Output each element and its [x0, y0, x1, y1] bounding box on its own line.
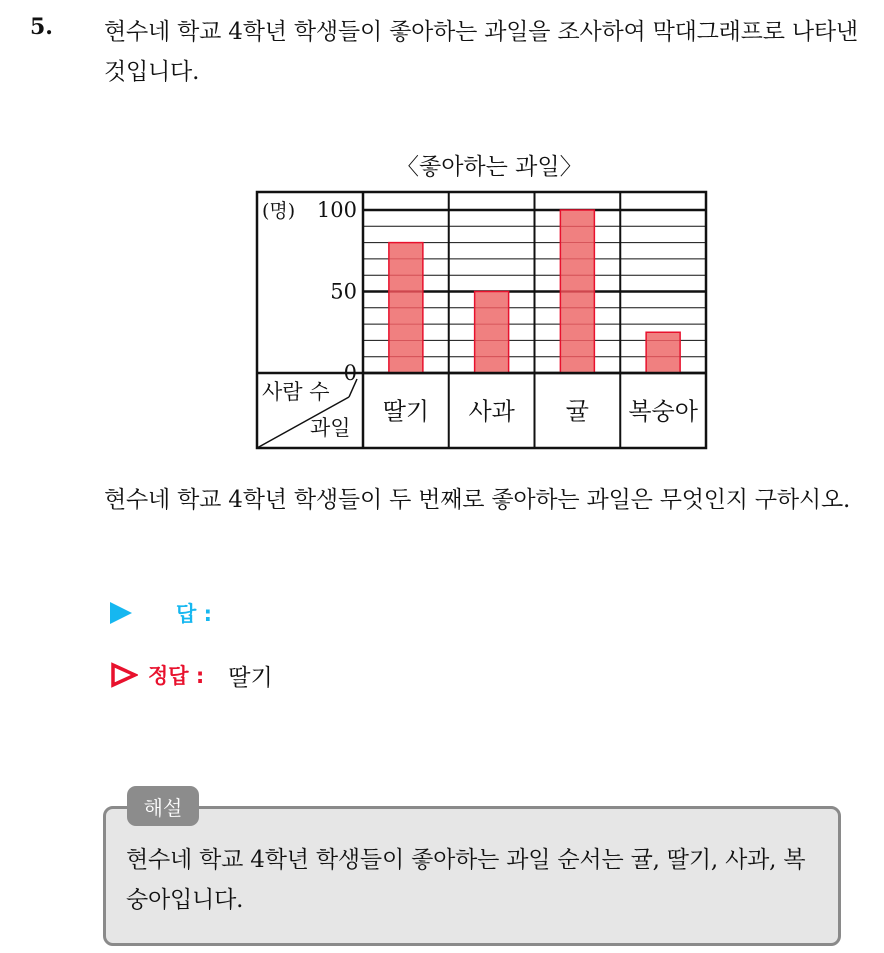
category-label: 복숭아 [628, 397, 698, 426]
correct-answer-value: 딸기 [228, 664, 273, 691]
play-triangle-icon [110, 602, 132, 624]
correct-answer-label: 정답 : [148, 664, 205, 688]
question-number: 5. [30, 14, 53, 40]
question-text: 현수네 학교 4학년 학생들이 좋아하는 과일을 조사하여 막대그래프로 나타낸 것입니다. [104, 19, 858, 85]
outline-triangle-icon [110, 662, 138, 688]
bar-chart [250, 185, 710, 450]
y-tick-label: 100 [316, 198, 357, 222]
unit-label: (명) [262, 200, 296, 222]
corner-bottom-label: 과일 [310, 416, 351, 440]
category-label: 사과 [468, 397, 515, 426]
explanation-tag: 해설 [127, 786, 199, 826]
category-label: 귤 [565, 397, 589, 426]
answer-label: 답 : [176, 602, 212, 626]
chart-title: 〈좋아하는 과일〉 [396, 154, 583, 180]
correct-answer-row [110, 660, 273, 690]
sub-question-text: 현수네 학교 4학년 학생들이 두 번째로 좋아하는 과일은 무엇인지 구하시오. [104, 487, 851, 513]
category-label: 딸기 [382, 397, 430, 426]
bar-복숭아 [646, 332, 680, 373]
y-tick-label: 0 [343, 361, 357, 385]
y-tick-label: 50 [330, 279, 357, 304]
explanation-text: 현수네 학교 4학년 학생들이 좋아하는 과일 순서는 귤, 딸기, 사과, 복숭아입니다. [126, 847, 806, 913]
bar-사과 [475, 292, 509, 374]
answer-row [110, 598, 212, 628]
corner-top-label: 사람 수 [262, 380, 330, 404]
